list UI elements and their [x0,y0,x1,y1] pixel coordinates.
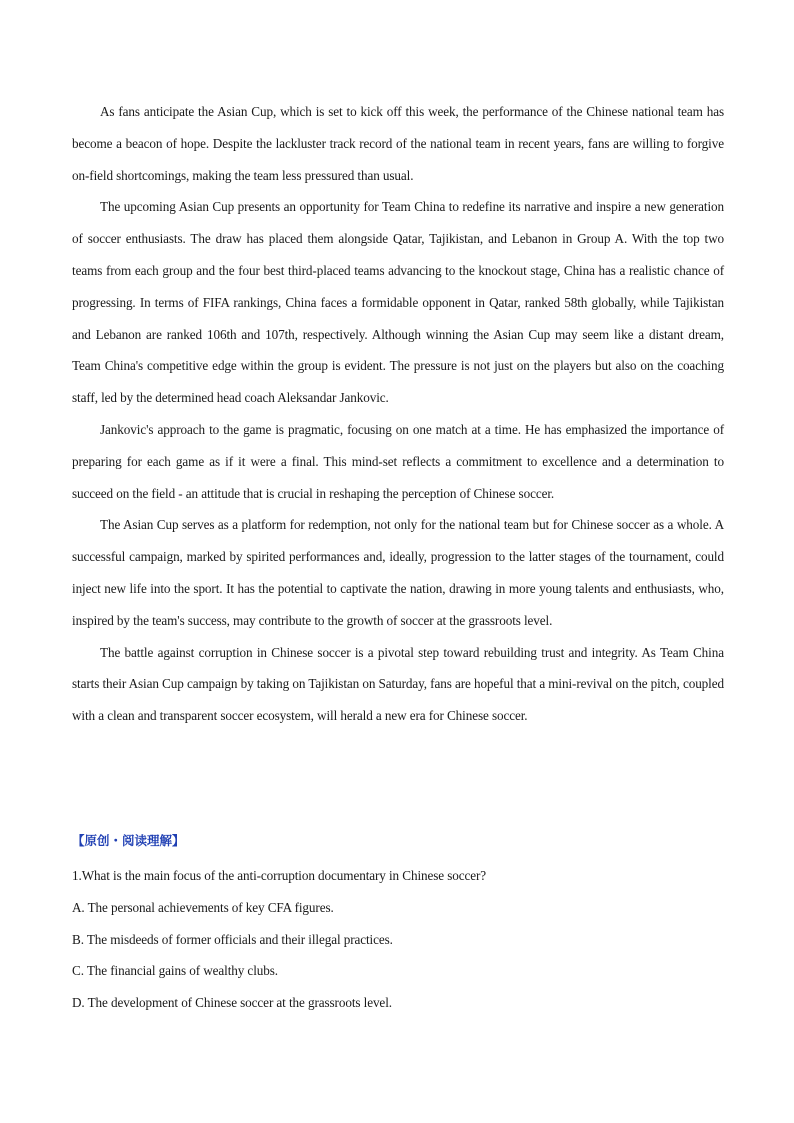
question-block [72,860,724,1019]
article-paragraph-5: The battle against corruption in Chinese soccer is a pivotal step toward rebuilding trust and integrity. As Team China starts their Asian Cup campaign by taking on Tajikistan on Saturday, fans are hopeful that a mini-revival on the pitch, coupled with a clean and transparent soccer ecosystem, will herald a new era for Chinese soccer. [72,644,724,724]
article-body [72,96,724,732]
article-paragraph-2: The upcoming Asian Cup presents an opportunity for Team China to redefine its narrative and inspire a new generation of soccer enthusiasts. The draw has placed them alongside Qatar, Tajikistan, and Lebanon in Group A. With the top two teams from each group and the four best third-placed teams advancing to the knockout stage, China has a realistic chance of progressing. In terms of FIFA rankings, China faces a formidable opponent in Qatar, ranked 58th globally, while Tajikistan and Lebanon are ranked 106th and 107th, respectively. Although winning the Asian Cup may seem like a distant dream, Team China's competitive edge within the group is evident. The pressure is not just on the players but also on the coaching staff, led by the determined head coach Aleksandar Jankovic. [72,199,724,406]
article-paragraph-1: As fans anticipate the Asian Cup, which is set to kick off this week, the performance of the Chinese national team has become a beacon of hope. Despite the lackluster track record of the national team in recent years, fans are willing to forgive on-field shortcomings, making the team less pressured than usual. [72,104,724,183]
option-a: A. The personal achievements of key CFA figures. [72,899,334,915]
question-stem: 1.What is the main focus of the anti-corruption documentary in Chinese soccer? [72,868,487,883]
option-b: B. The misdeeds of former officials and their illegal practices. [72,931,393,947]
article-paragraph-3: Jankovic's approach to the game is pragmatic, focusing on one match at a time. He has emphasized the importance of preparing for each game as if it were a final. This mind-set reflects a commitment to excellence and a determination to succeed on the field - an attitude that is crucial in reshaping the perception of Chinese soccer. [72,421,724,501]
option-d: D. The development of Chinese soccer at the grassroots level. [72,995,392,1011]
option-c: C. The financial gains of wealthy clubs. [72,963,278,979]
article-paragraph-4: The Asian Cup serves as a platform for redemption, not only for the national team but for Chinese soccer as a whole. A successful campaign, marked by spirited performances and, ideally, progression to the latter stages of the tournament, could inject new life into the sport. It has the potential to captivate the nation, drawing in more young talents and enthusiasts, who, inspired by the team's success, may contribute to the growth of soccer at the grassroots level. [72,517,724,628]
section-label: 【原创・阅读理解】 [72,833,185,848]
